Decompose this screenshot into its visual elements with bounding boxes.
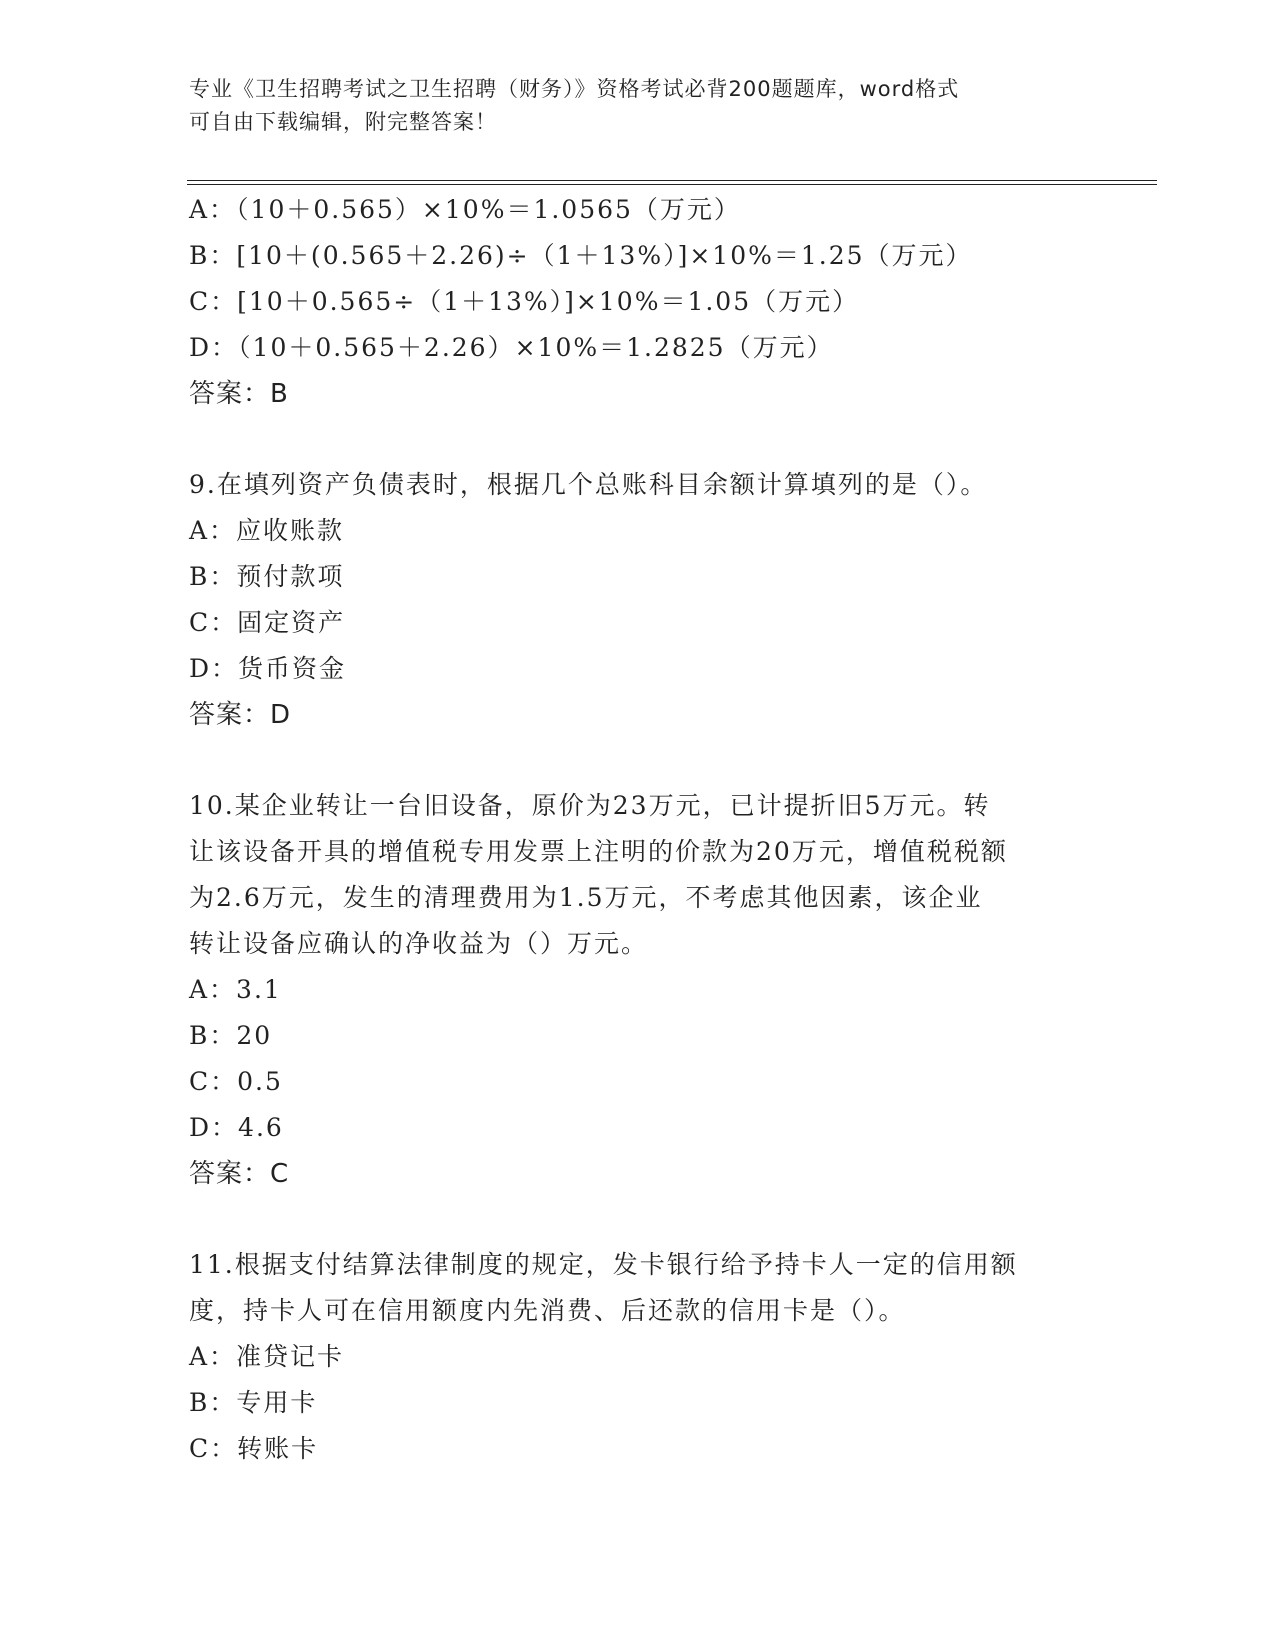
question-9-block bbox=[189, 462, 1109, 738]
q10-option-d: D：4.6 bbox=[189, 1113, 284, 1142]
q9-option-c: C：固定资产 bbox=[189, 608, 346, 637]
q8-answer: 答案：B bbox=[189, 379, 289, 409]
document-header bbox=[189, 73, 1089, 139]
question-content bbox=[189, 187, 1109, 1472]
q10-answer: 答案：C bbox=[189, 1159, 290, 1189]
spacer bbox=[189, 1197, 1109, 1242]
question-10-block bbox=[189, 783, 1109, 1197]
header-divider-top bbox=[187, 180, 1157, 181]
question-8-block bbox=[189, 187, 1109, 417]
header-line-1: 专业《卫生招聘考试之卫生招聘（财务）》资格考试必背200题题库，word格式 bbox=[189, 77, 960, 101]
spacer bbox=[189, 738, 1109, 783]
q8-option-d: D：（10＋0.565＋2.26）×10%＝1.2825（万元） bbox=[189, 333, 834, 362]
q11-option-b: B：专用卡 bbox=[189, 1388, 318, 1417]
q10-option-a: A：3.1 bbox=[189, 975, 282, 1004]
question-11-block bbox=[189, 1242, 1109, 1472]
q9-option-a: A：应收账款 bbox=[189, 516, 345, 545]
spacer bbox=[189, 417, 1109, 462]
header-line-2: 可自由下载编辑，附完整答案！ bbox=[189, 110, 497, 134]
q10-option-b: B：20 bbox=[189, 1021, 273, 1050]
q10-question-line-3: 为2.6万元，发生的清理费用为1.5万元，不考虑其他因素，该企业 bbox=[189, 883, 983, 912]
q10-question-line-1: 10.某企业转让一台旧设备，原价为23万元，已计提折旧5万元。转 bbox=[189, 791, 991, 820]
q8-option-a: A：（10＋0.565）×10%＝1.0565（万元） bbox=[189, 195, 741, 224]
q11-option-c: C：转账卡 bbox=[189, 1434, 319, 1463]
q11-option-a: A：准贷记卡 bbox=[189, 1342, 345, 1371]
q10-question-line-4: 转让设备应确认的净收益为（）万元。 bbox=[189, 929, 649, 958]
q9-option-d: D：货币资金 bbox=[189, 654, 347, 683]
q9-option-b: B：预付款项 bbox=[189, 562, 345, 591]
q10-question-line-2: 让该设备开具的增值税专用发票上注明的价款为20万元，增值税税额 bbox=[189, 837, 1008, 866]
header-divider-bottom bbox=[187, 184, 1157, 185]
q9-answer: 答案：D bbox=[189, 700, 292, 730]
q10-option-c: C：0.5 bbox=[189, 1067, 283, 1096]
q9-question: 9.在填列资产负债表时，根据几个总账科目余额计算填列的是（）。 bbox=[189, 470, 988, 499]
q11-question-line-2: 度，持卡人可在信用额度内先消费、后还款的信用卡是（）。 bbox=[189, 1296, 906, 1325]
q11-question-line-1: 11.根据支付结算法律制度的规定，发卡银行给予持卡人一定的信用额 bbox=[189, 1250, 1018, 1279]
q8-option-c: C：[10＋0.565÷（1＋13%）]×10%＝1.05（万元） bbox=[189, 287, 860, 316]
q8-option-b: B：[10＋(0.565＋2.26)÷（1＋13%）]×10%＝1.25（万元） bbox=[189, 241, 973, 270]
